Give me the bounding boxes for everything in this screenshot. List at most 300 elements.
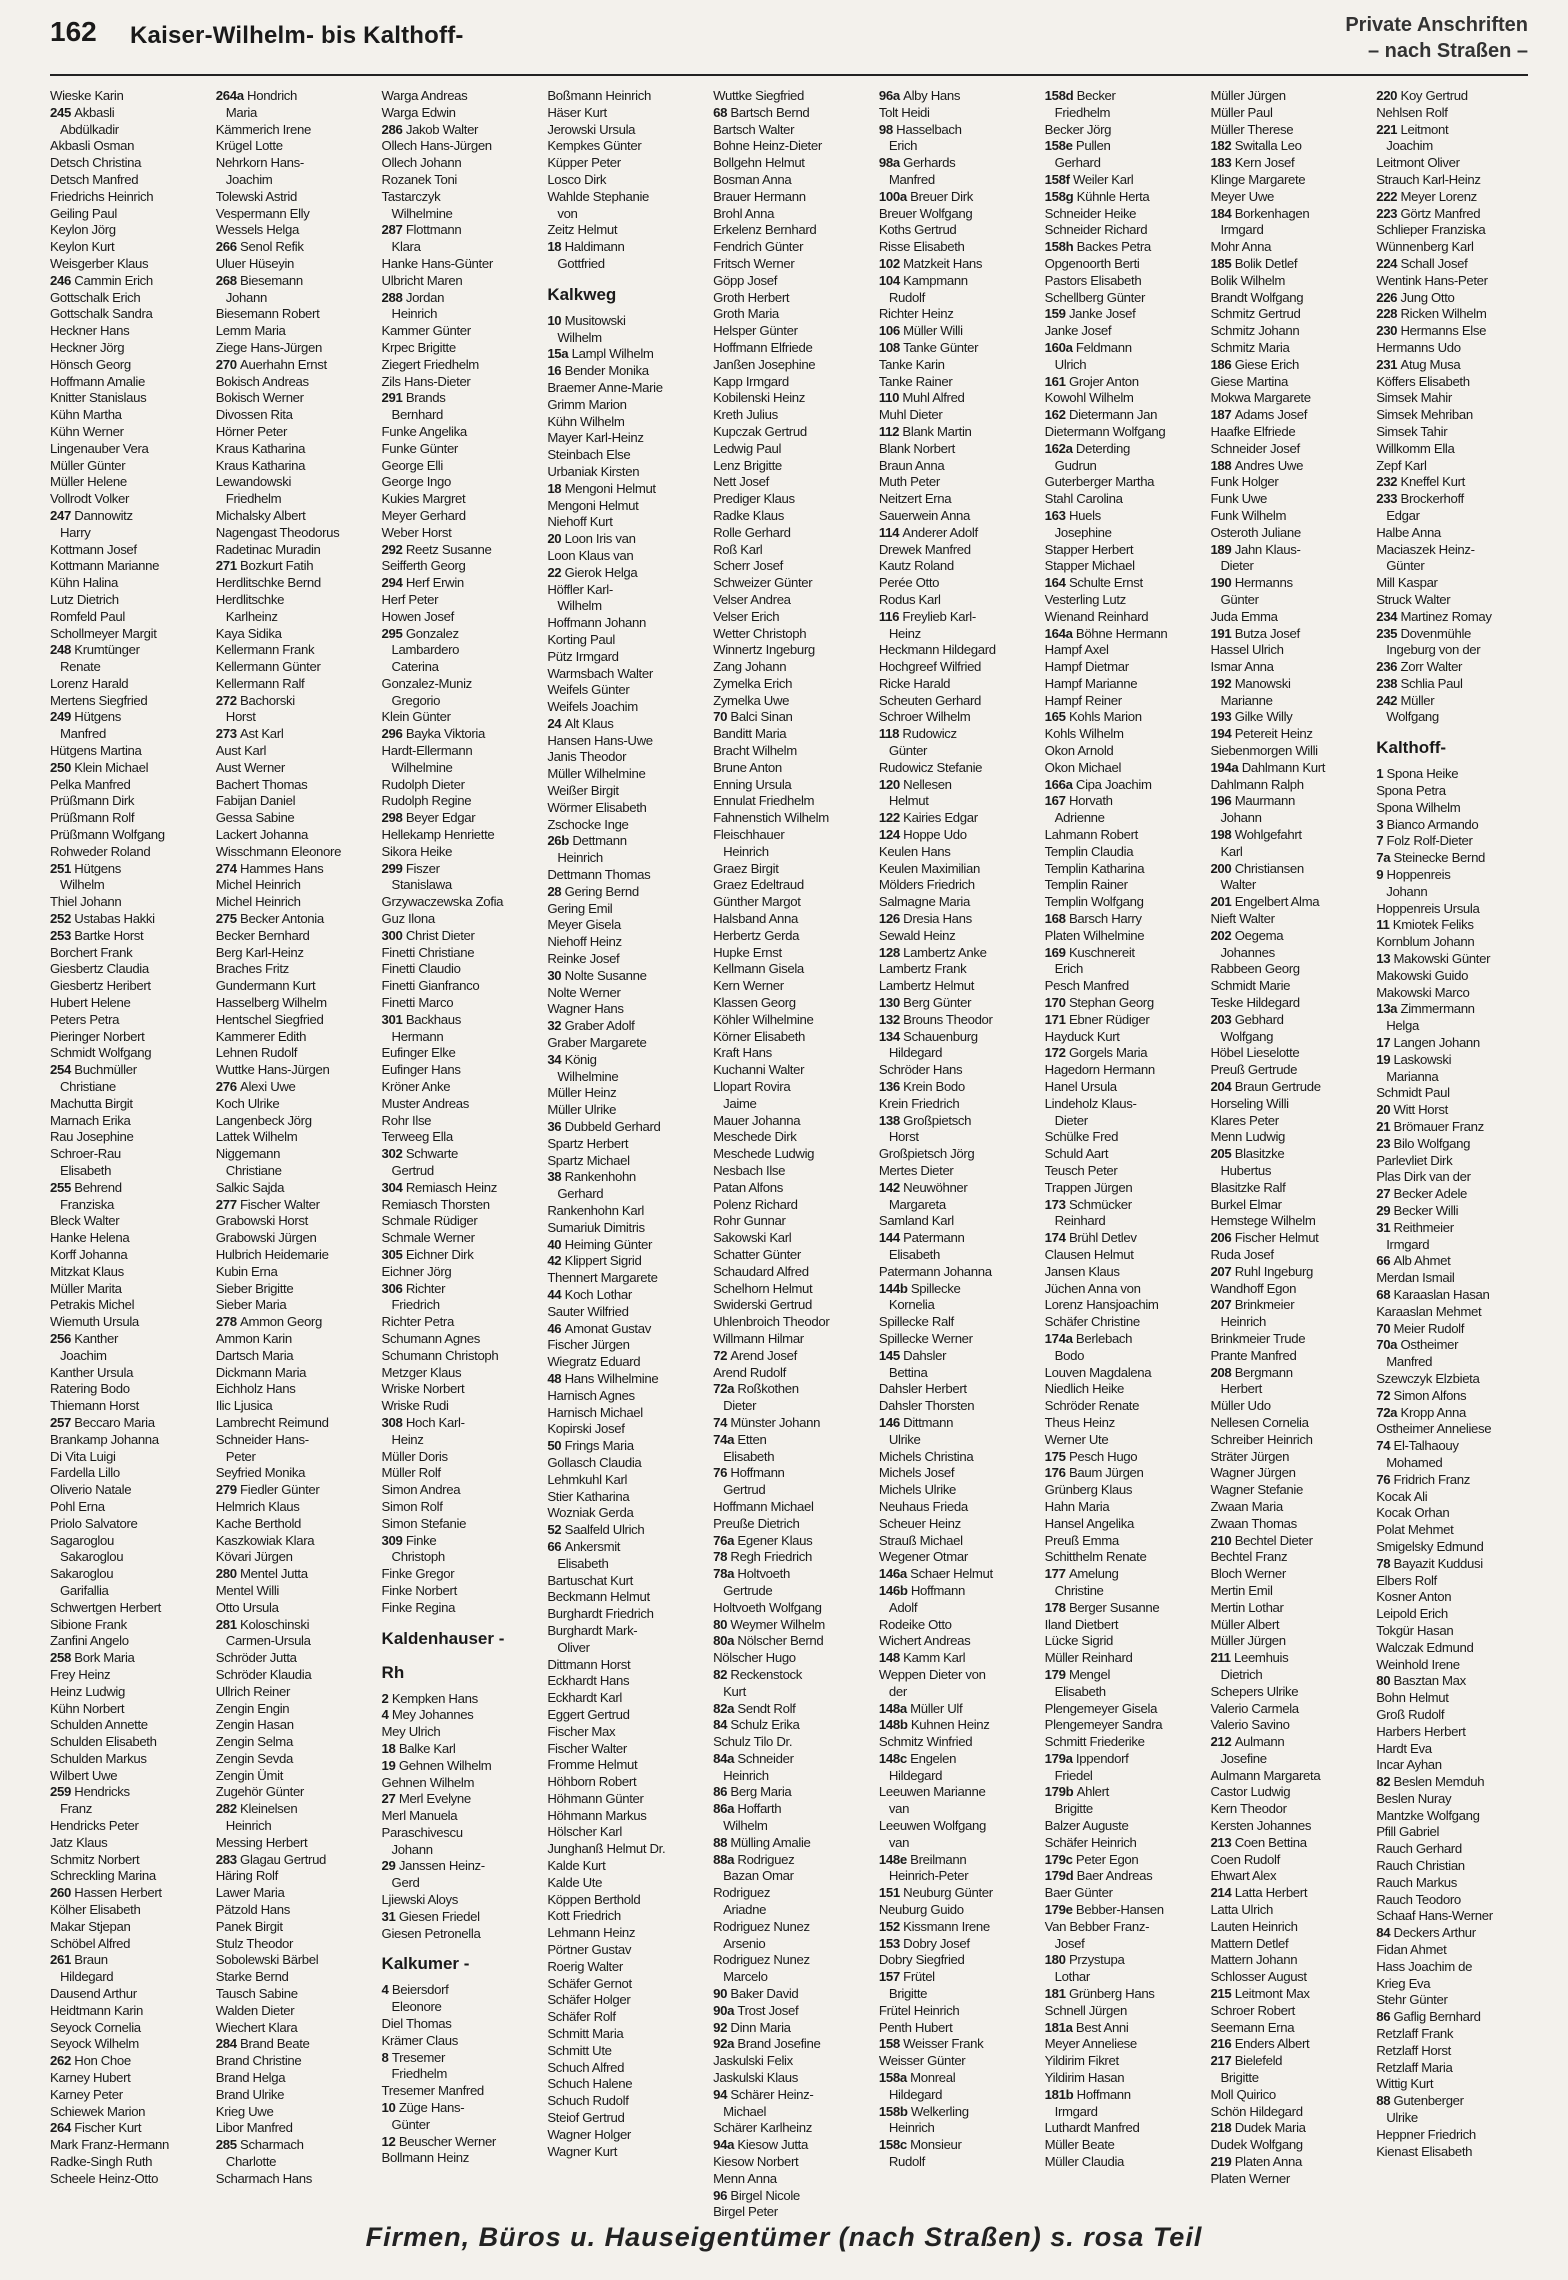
directory-entry: Groth Maria [713,306,779,322]
directory-entry: Bartuschat Kurt [547,1572,633,1588]
directory-entry: Schiewek Marion [50,2103,146,2119]
directory-entry: Eckhardt Hans [547,1673,630,1689]
resident-name: Laskowski [1393,1051,1452,1067]
resident-name: Bechtel Dieter [1234,1532,1313,1548]
directory-entry [713,1533,865,1550]
house-number: 22 [547,564,565,580]
directory-entry: Otto Ursula [215,1599,279,1615]
directory-entry: Michel Heinrich [215,894,301,910]
directory-entry [216,2036,368,2053]
directory-entry: Lawer Maria [215,1885,285,1901]
directory-entry: Ollech Hans-Jürgen [381,138,492,154]
house-number: 179 [1044,1666,1069,1682]
resident-name: Auerhahn Ernst [240,356,327,372]
directory-entry: Grimm Marion [547,396,627,412]
directory-entry: Schmitt Maria [547,2026,624,2042]
directory-entry: Theus Heinz [1044,1414,1115,1430]
house-number: 7a [1376,850,1394,866]
directory-entry: Giesen Petronella [381,1925,481,1941]
directory-entry: Michels Christina [878,1448,974,1464]
directory-entry [1376,491,1528,508]
resident-name: Przystupa [1068,1952,1125,1968]
house-number: 42 [547,1253,565,1269]
directory-entry: Rauch Christian [1376,1858,1465,1874]
directory-entry: Kupczak Gertrud [713,423,807,439]
resident-name: Regh Friedrich [730,1549,812,1565]
directory-entry: Yildirim Fikret [1044,2053,1119,2069]
directory-entry: Schmitz Johann [1210,323,1300,339]
directory-entry: Schön Hildegard [1210,2103,1303,2119]
directory-entry: Lehmkuhl Karl [547,1471,628,1487]
directory-entry [713,2020,865,2037]
resident-name: Grünberg Hans [1068,1986,1155,2002]
directory-entry: Weifels Joachim [547,699,638,715]
house-number: 174a [1044,1330,1076,1346]
directory-entry: Schellberg Günter [1044,289,1145,305]
directory-entry: Thiel Johann [50,894,122,910]
directory-entry: Bollmann Heinz [381,2150,470,2166]
directory-entry: Johann [391,1841,433,1857]
directory-entry [216,1566,368,1583]
house-number: 108 [878,339,904,355]
directory-entry: Christiane [225,1163,282,1178]
resident-name: Cipa Joachim [1075,776,1152,792]
house-number: 191 [1210,625,1235,641]
resident-name: Berger Susanne [1068,1599,1160,1615]
resident-name: Schwarte [405,1146,458,1162]
directory-entry: Klassen Georg [713,995,796,1011]
directory-entry: van [888,1834,910,1850]
directory-entry: Rudolf [888,289,925,305]
directory-entry [1045,1868,1197,1885]
directory-entry [879,88,1031,105]
directory-entry: Christiane [60,1079,116,1095]
directory-entry [1045,911,1197,928]
directory-entry: Sewald Heinz [878,927,956,943]
directory-entry: Prüßmann Wolfgang [50,827,165,843]
directory-entry [1210,256,1362,273]
directory-entry: Hanke Helena [50,1230,130,1246]
directory-entry: Kott Friedrich [547,1908,621,1924]
resident-name: Schulte Ernst [1068,575,1143,591]
directory-entry: Marnach Erika [50,1112,131,1128]
directory-entry: Wörmer Elisabeth [547,799,647,815]
resident-name: Matzkeit Hans [903,255,983,271]
resident-name: Basztan Max [1393,1673,1466,1689]
page-footer: Firmen, Büros u. Hauseigentümer (nach Straßen) s. rosa Teil [365,2222,1203,2252]
house-number: 162a [1044,440,1076,456]
directory-entry: Heckmann Hildegard [878,642,996,658]
resident-name: Peter Egon [1075,1851,1139,1867]
directory-entry: Van Bebber Franz- [1044,1918,1150,1934]
directory-entry: Joachim [225,171,273,187]
directory-entry [1210,894,1362,911]
directory-entry: Brankamp Johanna [50,1431,159,1447]
directory-entry: Parlevliet Dirk [1376,1152,1453,1168]
resident-name: Becker Willi [1393,1203,1459,1218]
directory-entry [879,1885,1031,1902]
directory-entry: Mertens Siegfried [50,692,148,708]
resident-name: Ricken Wilhelm [1400,306,1487,322]
resident-name: Buchmüller [74,1062,137,1078]
directory-entry [1045,1230,1197,1247]
directory-entry: Smigelsky Edmund [1376,1538,1484,1554]
directory-entry: Heckner Jörg [50,339,125,355]
house-number: 76a [713,1532,738,1548]
directory-entry: Makowski Marco [1376,984,1470,1000]
house-number: 4 [381,1982,392,1998]
directory-entry [1210,1264,1362,1281]
directory-entry: Hermanns Udo [1376,339,1461,355]
house-number: 76 [713,1465,731,1481]
directory-entry: Schäfer Heinrich [1044,1834,1137,1850]
directory-entry: Sobolewski Bärbel [215,1952,319,1968]
resident-name: Berlebach [1075,1330,1133,1346]
directory-entry [216,693,368,710]
resident-name: Weisser Frank [903,2036,984,2052]
directory-entry [879,340,1031,357]
resident-name: Becker Adele [1393,1186,1468,1202]
directory-entry: Merl Manuela [381,1808,458,1824]
directory-entry: Seifferth Georg [381,558,466,574]
house-number: 262 [50,2053,75,2069]
directory-entry [547,1321,699,1338]
resident-name: Hoppenreis [1386,867,1451,883]
directory-entry: Friedel [1054,1767,1093,1783]
resident-name: Reckenstock [730,1666,803,1682]
house-number: 266 [215,239,241,255]
directory-column [382,88,534,2221]
resident-name: Müller Willi [903,323,963,339]
resident-name: Loon Iris van [564,531,636,547]
resident-name: Ebner Rüdiger [1068,1011,1150,1027]
directory-entry: Burkel Elmar [1210,1196,1282,1212]
directory-entry: Bokisch Andreas [215,373,309,389]
resident-name: Fiedler Günter [240,1482,320,1498]
directory-entry: Sauerwein Anna [878,507,971,523]
directory-column [879,88,1031,2221]
directory-entry [1045,1566,1197,1583]
directory-entry [382,1858,534,1875]
directory-entry [713,1717,865,1734]
directory-entry: Wisschmann Eleonore [215,843,342,859]
directory-entry: Ulrike [1386,2110,1418,2126]
house-number: 176 [1044,1465,1069,1481]
directory-entry [1376,1925,1528,1942]
house-number: 187 [1210,407,1235,423]
resident-name: El-Talhaouy [1393,1438,1459,1454]
house-number: 182 [1210,138,1235,154]
directory-entry: Kellermann Ralf [215,675,305,691]
directory-entry: Bodo [1054,1347,1085,1363]
resident-name: Reetz Susanne [405,541,492,557]
house-number: 212 [1210,1734,1235,1750]
directory-entry: Radke-Singh Ruth [50,2154,153,2170]
directory-entry [547,346,699,363]
house-number: 72 [1376,1387,1394,1403]
directory-entry [216,239,368,256]
directory-entry: Mölders Friedrich [878,877,975,893]
house-number: 36 [547,1119,565,1135]
directory-entry: Wiemuth Ursula [50,1314,139,1330]
resident-name: Cammin Erich [74,272,153,288]
directory-entry: Zymelka Erich [713,675,793,691]
directory-entry [547,363,699,380]
house-number: 304 [381,1179,406,1195]
directory-entry: Fabijan Daniel [215,793,296,809]
directory-entry: Ennulat Friedhelm [713,793,815,809]
directory-entry: Radke Klaus [713,507,785,523]
directory-entry: Hildegard [888,1767,943,1783]
directory-entry: Ilic Ljusica [215,1398,273,1414]
house-number: 72 [713,1347,731,1363]
directory-entry: Harnisch Michael [547,1404,643,1420]
directory-entry: Niedlich Heike [1044,1381,1125,1397]
directory-entry [382,2134,534,2151]
directory-entry: Stapper Herbert [1044,541,1134,557]
directory-entry: Spona Wilhelm [1376,799,1461,815]
directory-entry: Klares Peter [1210,1112,1279,1128]
directory-entry: Perée Otto [878,575,940,591]
directory-entry: Kersten Johannes [1210,1818,1312,1834]
directory-entry: Rau Josephine [50,1129,134,1145]
resident-name: Bachorski [240,692,295,708]
directory-entry: Nagengast Theodorus [215,524,340,540]
directory-entry: Horseling Willi [1210,1095,1289,1111]
house-number: 74 [713,1414,731,1430]
house-number: 169 [1044,944,1069,960]
directory-entry: Gessa Sabine [215,810,295,826]
directory-entry [1045,2020,1197,2037]
resident-name: Spillecke [910,1280,961,1296]
directory-entry: Schmale Rüdiger [381,1213,478,1229]
directory-entry: Funke Angelika [381,423,467,439]
resident-name: Petereit Heinz [1234,726,1313,742]
directory-entry: Wilhelm [723,1818,768,1834]
resident-name: Kneffel Kurt [1400,474,1465,490]
directory-entry: Jaskulski Klaus [713,2070,799,2086]
resident-name: Bolik Detlef [1234,255,1298,271]
directory-entry: Kammer Günter [381,323,471,339]
directory-entry: Dausend Arthur [50,1986,137,2002]
directory-entry: Schroer-Rau [50,1146,121,1162]
resident-name: Bartke Horst [74,927,144,943]
directory-entry: Renate [60,659,101,675]
house-number: 122 [878,810,904,826]
directory-entry: Risse Elisabeth [878,239,965,255]
resident-name: Neuwöhner [903,1179,968,1195]
directory-entry [216,1079,368,1096]
directory-entry [1045,995,1197,1012]
resident-name: Manowski [1234,675,1291,691]
house-number: 13a [1376,1001,1401,1017]
house-number: 299 [381,860,406,876]
directory-entry [1045,1012,1197,1029]
directory-entry: Reinhard [1054,1213,1106,1229]
directory-entry: Werner Ute [1044,1431,1109,1447]
directory-entry [1210,2036,1362,2053]
directory-entry [1045,1952,1197,1969]
directory-entry: Leeuwen Marianne [878,1784,986,1800]
directory-entry: Bosman Anna [713,171,792,187]
house-number: 148c [878,1750,911,1766]
directory-entry [382,1533,534,1550]
house-number: 24 [547,715,565,731]
directory-entry [1045,709,1197,726]
directory-entry: Schollmeyer Margit [50,625,157,641]
directory-entry: Schmitz Maria [1210,339,1290,355]
directory-entry: Tausch Sabine [215,1986,298,2002]
directory-entry [1376,833,1528,850]
resident-name: Langen Johann [1393,1035,1480,1051]
resident-name: Becker [1076,88,1116,103]
resident-name: Eichner Dirk [405,1246,474,1262]
directory-entry: Höhmann Günter [547,1790,644,1806]
directory-entry [879,810,1031,827]
directory-entry: Wiegratz Eduard [547,1354,641,1370]
directory-entry: Hansel Angelika [1044,1515,1134,1531]
directory-entry [713,1381,865,1398]
house-number: 228 [1376,306,1401,322]
directory-entry: Mayer Karl-Heinz [547,430,644,446]
directory-entry [382,626,534,643]
directory-entry: Simon Rolf [381,1498,443,1514]
directory-entry: Karlheinz [225,608,278,624]
resident-name: Schlia Paul [1400,675,1463,691]
directory-entry: Josephine [1054,524,1112,540]
house-number: 17 [1376,1035,1394,1051]
resident-name: Mey Johannes [391,1707,474,1723]
house-number: 298 [381,810,406,826]
directory-entry: Burghardt Friedrich [547,1606,654,1622]
directory-entry: Eichner Jörg [381,1263,452,1279]
resident-name: Krein Bodo [903,1079,965,1095]
directory-entry [382,810,534,827]
resident-name: Hoffmann [730,1465,785,1481]
directory-entry: Kosner Anton [1376,1589,1452,1605]
directory-entry [713,1415,865,1432]
directory-entry: Zugehör Günter [215,1784,304,1800]
resident-name: Latta Herbert [1234,1885,1308,1901]
directory-entry [879,1583,1031,1600]
directory-entry [1376,323,1528,340]
house-number: 236 [1376,659,1401,675]
directory-entry [382,575,534,592]
house-number: 172 [1044,1045,1069,1061]
directory-entry: Gertrud [723,1482,766,1498]
resident-name: Leitmont Max [1234,1986,1310,2002]
directory-entry [1376,917,1528,934]
house-number: 207 [1210,1263,1235,1279]
house-number: 163 [1044,507,1069,523]
directory-entry: Drewek Manfred [878,541,971,557]
house-number: 18 [381,1740,399,1756]
directory-entry: Köffers Elisabeth [1376,373,1470,389]
directory-entry: Vesterling Lutz [1044,591,1126,607]
directory-entry: Hermann [391,1028,444,1044]
directory-entry: Herbertz Gerda [713,927,800,943]
resident-name: Ast Karl [240,726,284,742]
directory-entry: Plas Dirk van der [1376,1169,1471,1185]
directory-entry: Zwaan Thomas [1210,1515,1297,1531]
resident-name: Schneider [737,1750,794,1766]
directory-entry: Sikora Heike [381,843,453,859]
directory-entry: Adrienne [1054,810,1105,826]
directory-entry: Mertes Dieter [878,1163,954,1178]
resident-name: Richter [405,1280,446,1296]
directory-entry: Müller Therese [1210,121,1294,137]
directory-entry: Samland Karl [878,1213,954,1229]
resident-name: Blank Martin [902,423,972,439]
house-number: 268 [215,272,241,288]
directory-entry: Patermann Johanna [878,1263,992,1279]
directory-entry: Funk Wilhelm [1210,507,1287,523]
directory-entry: Romfeld Paul [50,608,125,624]
directory-entry [547,968,699,985]
resident-name: Graber Adolf [564,1018,635,1034]
directory-entry [382,928,534,945]
directory-entry: Gertrude [723,1582,773,1598]
directory-entry: Schülke Fred [1044,1129,1119,1145]
resident-name: Dudek Maria [1234,2120,1306,2136]
directory-entry [50,709,202,726]
directory-entry: Ammon Karin [215,1330,292,1346]
directory-entry: Lambrecht Reimund [215,1414,329,1430]
directory-entry: Gottschalk Erich [50,289,141,305]
directory-entry: Tokgür Hasan [1376,1622,1454,1638]
directory-column [50,88,202,2221]
directory-entry: Rozanek Toni [381,171,458,187]
house-number: 70a [1376,1337,1401,1353]
directory-entry: Meyer Gisela [547,917,621,933]
house-number: 264 [50,2120,75,2136]
directory-entry: Kottmann Marianne [50,558,160,574]
directory-entry [879,2137,1031,2154]
directory-entry [1376,1321,1528,1338]
directory-entry: Brohl Anna [713,205,775,221]
directory-entry: Kühn Halina [50,575,118,591]
house-number: 84 [1376,1925,1394,1941]
resident-name: Hoffarth [737,1801,782,1817]
directory-entry: Scheuer Heinz [878,1515,961,1531]
house-number: 179e [1044,1902,1076,1918]
house-number: 185 [1210,255,1235,271]
directory-entry: Velser Erich [713,608,780,624]
directory-entry: Rodus Karl [878,591,941,607]
directory-entry [1376,1203,1528,1220]
house-number: 275 [215,911,241,927]
directory-entry: Menn Anna [713,2170,777,2186]
house-number: 158g [1044,188,1077,204]
resident-name: Breilmann [910,1851,967,1867]
directory-entry: Eleonore [391,1999,442,2015]
directory-entry: Abdülkadir [60,121,119,137]
directory-entry: Starke Bernd [215,1969,289,1985]
directory-entry: Janis Theodor [547,749,627,765]
directory-entry: Bazan Omar [723,1868,794,1884]
house-number: 19 [381,1757,399,1773]
directory-entry: Weisgerber Klaus [50,255,149,271]
resident-name: Bartsch Bernd [730,104,810,120]
directory-entry: Brigitte [888,1986,928,2002]
house-number: 118 [878,726,903,742]
house-number: 207 [1210,1297,1235,1313]
resident-name: Pullen [1075,138,1111,154]
directory-entry: Okon Michael [1044,759,1122,775]
directory-entry: Sieber Maria [215,1297,287,1313]
resident-name: Alexi Uwe [240,1079,296,1095]
directory-entry: Hagedorn Hermann [1044,1062,1155,1078]
